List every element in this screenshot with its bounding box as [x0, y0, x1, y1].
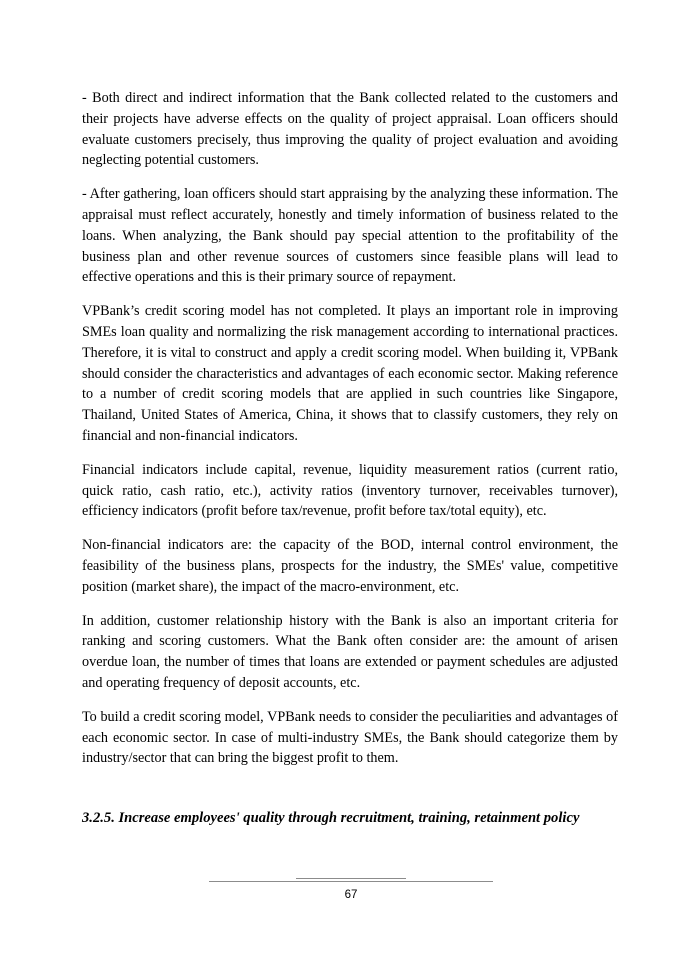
footer-rule-short: [296, 878, 406, 879]
paragraph-appraisal: - After gathering, loan officers should start appraising by the analyzing these information. The appraisal must reflect accurately, honestly and timely information of business related to the loans. When analyzing, the Bank should pay special attention to the profitability of the business plan and other revenue sources of customers since feasible plans will lead to effective operations and this is their primary source of repayment.: [82, 186, 618, 286]
footer-rule-long: [209, 881, 493, 882]
paragraph-non-financial-indicators: Non-financial indicators are: the capacity of the BOD, internal control environment, the feasibility of the business plans, prospects for the industry, the SMEs' value, competitive position (market share), the impact of the macro-environment, etc.: [82, 537, 618, 595]
page-number: 67: [344, 889, 358, 901]
paragraph-relationship-history: In addition, customer relationship history with the Bank is also an important criteria for ranking and scoring customers. What the Bank often consider are: the amount of arisen overdue loan, the number of times that loans are extended or payment schedules are adjusted and operating frequency of deposit accounts, etc.: [82, 612, 618, 691]
page-footer: [209, 878, 493, 902]
paragraph-information-collection: - Both direct and indirect information that the Bank collected related to the customers and their projects have adverse effects on the quality of project appraisal. Loan officers should evaluate customers precisely, thus improving the quality of project evaluation and avoiding neglecting potential customers.: [82, 90, 618, 169]
paragraph-credit-scoring-model: VPBank’s credit scoring model has not completed. It plays an important role in improving SMEs loan quality and normalizing the risk management according to international practices. Therefore, it is vital to construct and apply a credit scoring model. When building it, VPBank should consider the characteristics and advantages of each economic sector. Making reference to a number of credit scoring models that are applied in such countries like Singapore, Thailand, United States of America, China, it shows that to classify customers, they rely on financial and non-financial indicators.: [82, 303, 618, 444]
footer-rule: [209, 878, 493, 886]
section-heading: 3.2.5. Increase employees' quality through recruitment, training, retainment policy: [82, 810, 580, 826]
body-text: [82, 88, 618, 782]
paragraph-financial-indicators: Financial indicators include capital, revenue, liquidity measurement ratios (current ratio, quick ratio, cash ratio, etc.), activity ratios (inventory turnover, receivables turnover), efficiency indicators (profit before tax/revenue, profit before tax/total equity), etc.: [82, 461, 618, 520]
paragraph-build-model: To build a credit scoring model, VPBank needs to consider the peculiarities and advantages of each economic sector. In case of multi-industry SMEs, the Bank should categorize them by industry/sector that can bring the biggest profit to them.: [82, 708, 618, 767]
